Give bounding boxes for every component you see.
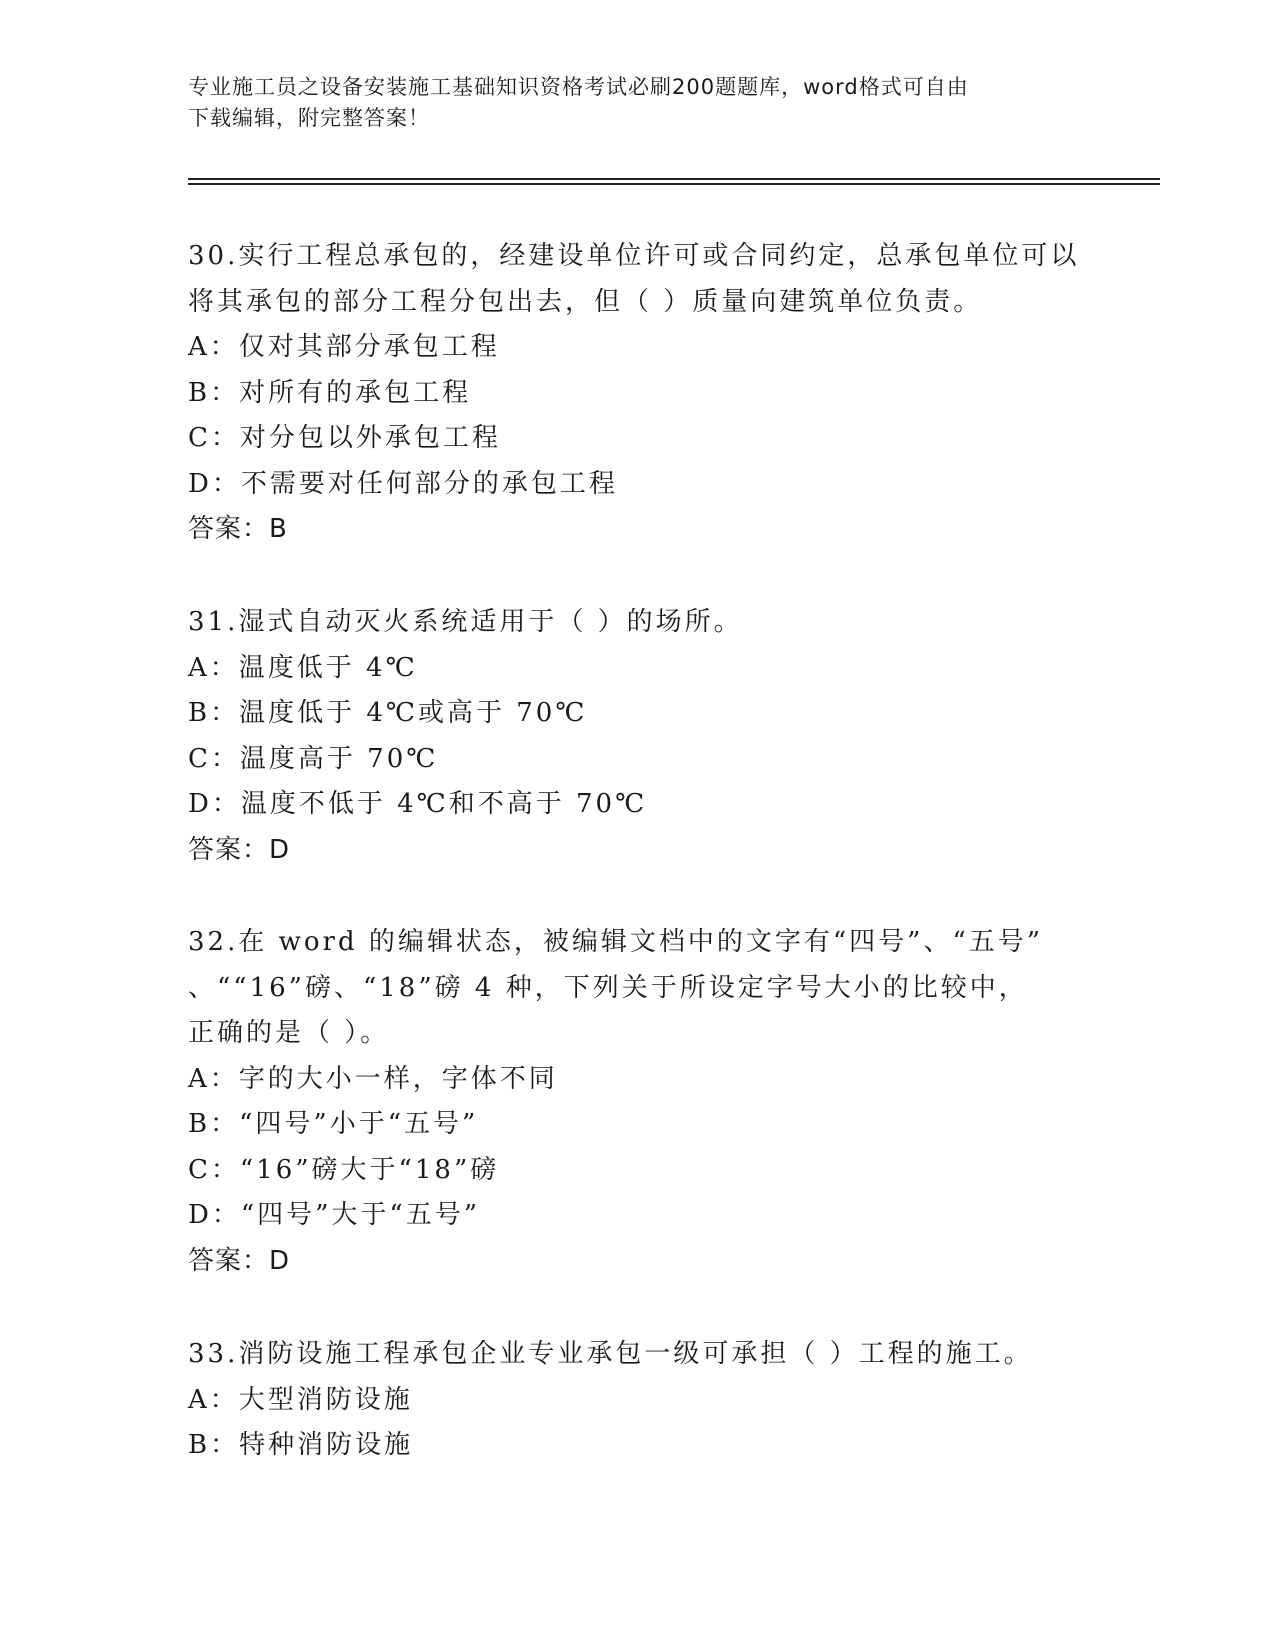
- question-33: [188, 1332, 1088, 1469]
- option-a: A：温度低于 4℃: [188, 652, 418, 683]
- question-stem: 32.在 word 的编辑状态，被编辑文档中的文字有“四号”、“五号”: [188, 927, 1044, 957]
- answer: 答案：D: [188, 834, 291, 865]
- option-b: B：“四号”小于“五号”: [188, 1109, 479, 1139]
- answer: 答案：B: [188, 514, 288, 544]
- header-line-1: 专业施工员之设备安装施工基础知识资格考试必刷200题题库，word格式可自由: [188, 75, 969, 99]
- option-d: D：“四号”大于“五号”: [188, 1200, 481, 1230]
- question-stem: 31.湿式自动灭火系统适用于（ ）的场所。: [188, 607, 743, 637]
- option-c: C：对分包以外承包工程: [188, 423, 501, 453]
- question-31: [188, 600, 1088, 873]
- option-c: C：温度高于 70℃: [188, 743, 439, 774]
- option-a: A：大型消防设施: [188, 1384, 413, 1415]
- question-30: [188, 234, 1088, 553]
- question-stem: 33.消防设施工程承包企业专业承包一级可承担（ ）工程的施工。: [188, 1339, 1033, 1369]
- header-divider-top: [188, 178, 1160, 180]
- option-d: D：温度不低于 4℃和不高于 70℃: [188, 789, 648, 819]
- question-stem: 将其承包的部分工程分包出去，但（ ）质量向建筑单位负责。: [188, 286, 983, 317]
- answer: 答案：D: [188, 1245, 291, 1276]
- option-b: B：温度低于 4℃或高于 70℃: [188, 698, 588, 728]
- option-d: D：不需要对任何部分的承包工程: [188, 468, 618, 499]
- question-stem: 30.实行工程总承包的，经建设单位许可或合同约定，总承包单位可以: [188, 241, 1080, 271]
- header-line-2: 下载编辑，附完整答案！: [188, 106, 430, 130]
- option-c: C：“16”磅大于“18”磅: [188, 1154, 500, 1185]
- question-stem: 、““16”磅、“18”磅 4 种，下列关于所设定字号大小的比较中，: [188, 972, 1028, 1003]
- document-header: [188, 72, 1068, 134]
- question-32: [188, 920, 1088, 1284]
- option-b: B：对所有的承包工程: [188, 377, 472, 408]
- option-a: A：字的大小一样，字体不同: [188, 1063, 558, 1094]
- option-a: A：仅对其部分承包工程: [188, 332, 500, 362]
- header-divider-bottom: [188, 183, 1160, 185]
- option-b: B：特种消防设施: [188, 1430, 414, 1460]
- question-stem: 正确的是（ ）。: [188, 1018, 390, 1048]
